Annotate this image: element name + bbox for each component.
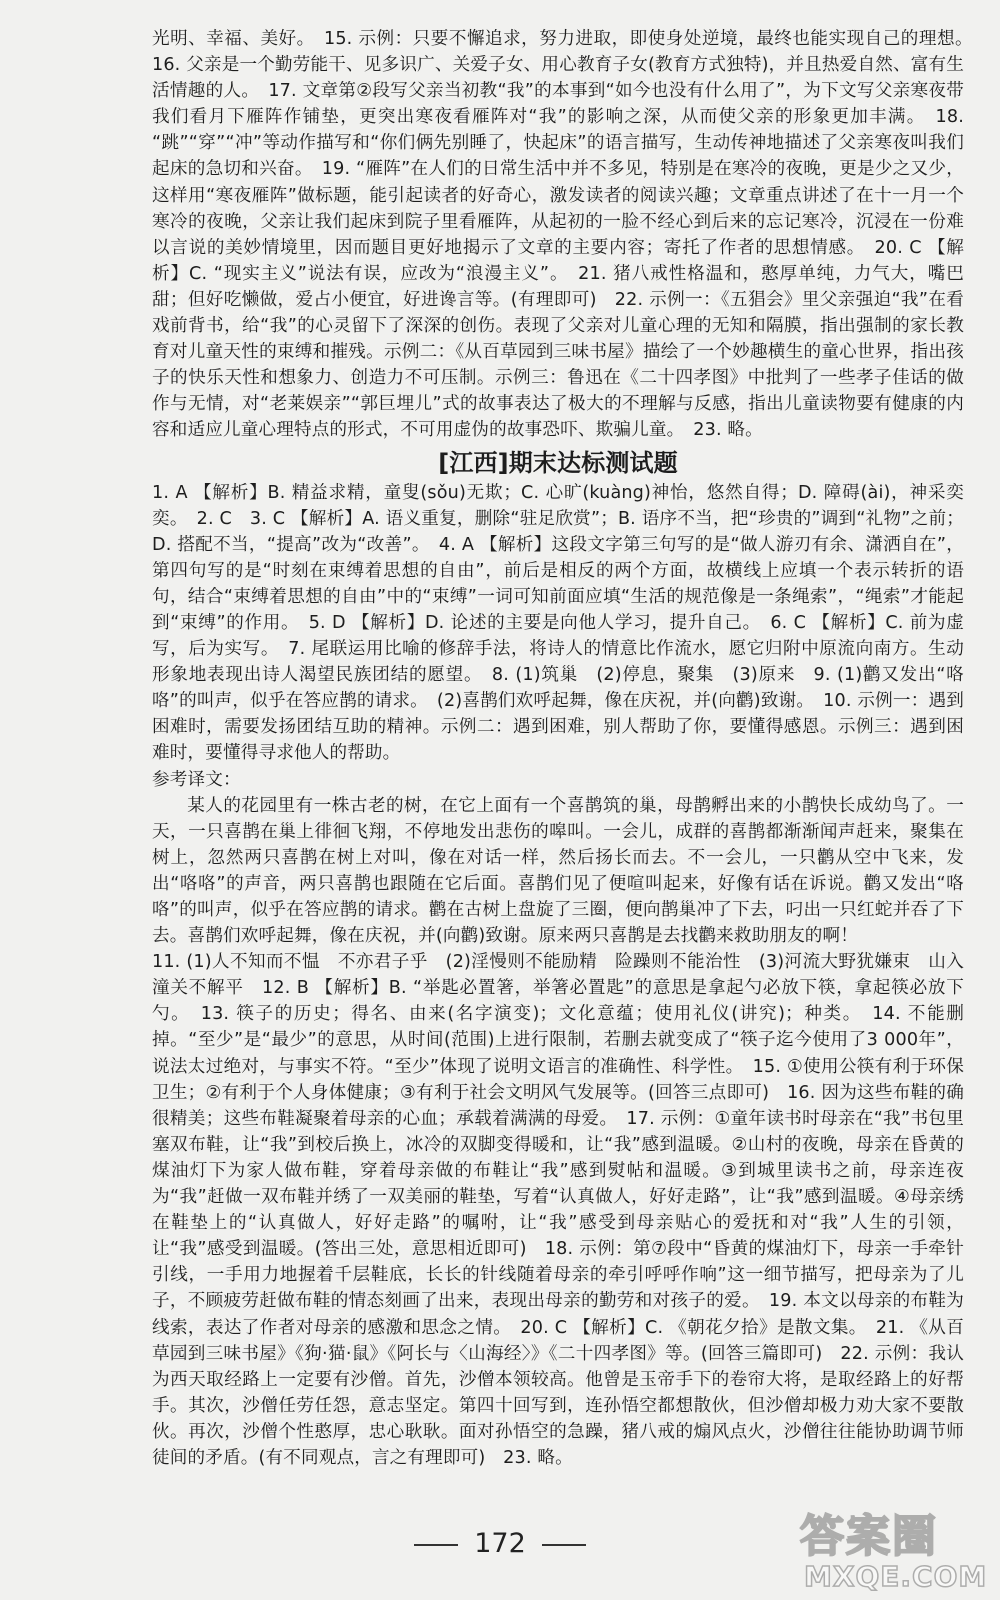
page-number-right-dash xyxy=(542,1544,586,1546)
watermark-url: MXQE.COM xyxy=(804,1560,988,1593)
page-number-left-dash xyxy=(414,1544,458,1546)
page-number-text: 172 xyxy=(474,1528,526,1559)
section-title: [江西]期末达标测试题 xyxy=(438,448,678,477)
section-previous-answers: 光明、幸福、美好。 15. 示例：只要不懈追求，努力进取，即使身处逆境，最终也能实现自己的理想。 16. 父亲是一个勤劳能干、见多识广、关爱子女、用心教育子女(教育方式独特)，并且热爱自然、富有生活情趣的人。 17. 文章第②段写父亲当初教“我”的本事到“如今也没有什么用了”，为下文写父亲寒夜带我们看月下雁阵作铺垫，更突出寒夜看雁阵对“我”的影响之深，从而使父亲的形象更加丰满。 18. “跳”“穿”“冲”等动作描写和“你们俩先别睡了，快起床”的语言描写，生动传神地描述了父亲寒夜叫我们起床的急切和兴奋。 19. “雁阵”在人们的日常生活中并不多见，特别是在寒冷的夜晚，更是少之又少，这样用“寒夜雁阵”做标题，能引起读者的好奇心，激发读者的阅读兴趣；文章重点讲述了在十一月一个寒冷的夜晚，父亲让我们起床到院子里看雁阵，从起初的一脸不经心到后来的忘记寒冷，沉浸在一份难以言说的美妙情境里，因而题目更好地揭示了文章的主要内容；寄托了作者的思想情感。 20. C 【解析】C. “现实主义”说法有误，应改为“浪漫主义”。 21. 猪八戒性格温和，憨厚单纯，力气大，嘴巴甜；但好吃懒做，爱占小便宜，好进谗言等。(有理即可) 22. 示例一：《五猖会》里父亲强迫“我”在看戏前背书，给“我”的心灵留下了深深的创伤。表现了父亲对儿童心理的无知和隔膜，指出强制的家长教育对儿童天性的束缚和摧残。示例二：《从百草园到三味书屋》描绘了一个妙趣横生的童心世界，指出孩子的快乐天性和想象力、创造力不可压制。示例三：鲁迅在《二十四孝图》中批判了一些孝子佳话的做作与无情，对“老莱娱亲”“郭巨埋儿”式的故事表达了极大的不理解与反感，指出儿童读物要有健康的内容和适应儿童心理特点的形式，不可用虚伪的故事恐吓、欺骗儿童。 23. 略。 xyxy=(152,29,982,441)
answer-content xyxy=(152,26,982,1471)
watermark-logo: 答案圈 xyxy=(800,1511,938,1562)
watermark xyxy=(800,1500,990,1596)
answers-part-1: 1. A 【解析】B. 精益求精，童叟(sǒu)无欺；C. 心旷(kuàng)神怡，悠然自得；D. 障碍(ài)，神采奕奕。 2. C 3. C 【解析】A. 语义重复，删除“驻足欣赏”；B. 语序不当，把“珍贵的”调到“礼物”之前；D. 搭配不当，“提高”改为“改善”。 4. A 【解析】这段文字第三句写的是“做人游刃有余、潇洒自在”，第四句写的是“时刻在束缚着思想的自由”，前后是相反的两个方面，故横线上应填一个表示转折的语句，结合“束缚着思想的自由”中的“束缚”一词可知前面应填“生活的规范像是一条绳索”，“绳索”才能起到“束缚”的作用。 5. D 【解析】D. 论述的主要是向他人学习，提升自己。 6. C 【解析】C. 前为虚写，后为实写。 7. 尾联运用比喻的修辞手法，将诗人的情意比作流水，愿它归附中原流向南方。生动形象地表现出诗人渴望民族团结的愿望。 8. (1)筑巢 (2)停息，聚集 (3)原来 9. (1)鹳又发出“咯咯”的叫声，似乎在答应鹊的请求。 (2)喜鹊们欢呼起舞，像在庆祝，并(向鹳)致谢。 10. 示例一：遇到困难时，需要发扬团结互助的精神。示例二：遇到困难，别人帮助了你，要懂得感恩。示例三：遇到困难时，要懂得寻求他人的帮助。 xyxy=(152,482,964,764)
translation-paragraph: 某人的花园里有一株古老的树，在它上面有一个喜鹊筑的巢，母鹊孵出来的小鹊快长成幼鸟了。一天，一只喜鹊在巢上徘徊飞翔，不停地发出悲伤的嗥叫。一会儿，成群的喜鹊都渐渐闻声赶来，聚集在树上，忽然两只喜鹊在树上对叫，像在对话一样，然后扬长而去。不一会儿，一只鹳从空中飞来，发出“咯咯”的声音，两只喜鹊也跟随在它后面。喜鹊们见了便喧叫起来，好像有话在诉说。鹳又发出“咯咯”的叫声，似乎在答应鹊的请求。鹳在古树上盘旋了三圈，便向鹊巢冲了下去，叼出一只红蛇并吞了下去。喜鹊们欢呼起舞，像在庆祝，并(向鹳)致谢。原来两只喜鹊是去找鹳来救助朋友的啊！ xyxy=(152,795,964,947)
translation-label: 参考译文： xyxy=(152,769,241,790)
answers-part-2: 11. (1)人不知而不愠 不亦君子乎 (2)淫慢则不能励精 险躁则不能治性 (3)河流大野犹嫌束 山入潼关不解平 12. B 【解析】B. “举匙必置箸，举箸必置匙”的意思是拿起勺必放下筷，拿起筷必放下勺。 13. 筷子的历史；得名、由来(名字演变)；文化意蕴；使用礼仪(讲究)；种类。 14. 不能删掉。“至少”是“最少”的意思，从时间(范围)上进行限制，若删去就变成了“筷子迄今使用了3 000年”，说法太过绝对，与事实不符。“至少”体现了说明文语言的准确性、科学性。 15. ①使用公筷有利于环保卫生；②有利于个人身体健康；③有利于社会文明风气发展等。(回答三点即可) 16. 因为这些布鞋的确很精美；这些布鞋凝聚着母亲的心血；承载着满满的母爱。 17. 示例：①童年读书时母亲在“我”书包里塞双布鞋，让“我”到校后换上，冰冷的双脚变得暖和，让“我”感到温暖。②山村的夜晚，母亲在昏黄的煤油灯下为家人做布鞋，穿着母亲做的布鞋让“我”感到熨帖和温暖。③到城里读书之前，母亲连夜为“我”赶做一双布鞋并绣了一双美丽的鞋垫，写着“认真做人，好好走路”，让“我”感到温暖。④母亲绣在鞋垫上的“认真做人，好好走路”的嘱咐，让“我”感受到母亲贴心的爱抚和对“我”人生的引领，让“我”感受到温暖。(答出三处，意思相近即可) 18. 示例：第⑦段中“昏黄的煤油灯下，母亲一手牵针引线，一手用力地握着千层鞋底，长长的针线随着母亲的牵引呼呼作响”这一细节描写，把母亲为了儿子，不顾疲劳赶做布鞋的情态刻画了出来，表现出母亲的勤劳和对孩子的爱。 19. 本文以母亲的布鞋为线索，表达了作者对母亲的感激和思念之情。 20. C 【解析】C. 《朝花夕拾》是散文集。 21. 《从百草园到三味书屋》《狗·猫·鼠》《阿长与〈山海经〉》《二十四孝图》等。(回答三篇即可) 22. 示例：我认为西天取经路上一定要有沙僧。首先，沙僧本领较高。他曾是玉帝手下的卷帘大将，是取经路上的好帮手。其次，沙僧任劳任怨，意志坚定。第四十回写到，连孙悟空都想散伙，但沙僧却极力劝大家不要散伙。再次，沙僧个性憨厚，忠心耿耿。面对孙悟空的急躁，猪八戒的煽风点火，沙僧往往能协助调节师徒间的矛盾。(有不同观点，言之有理即可) 23. 略。 xyxy=(152,952,964,1468)
